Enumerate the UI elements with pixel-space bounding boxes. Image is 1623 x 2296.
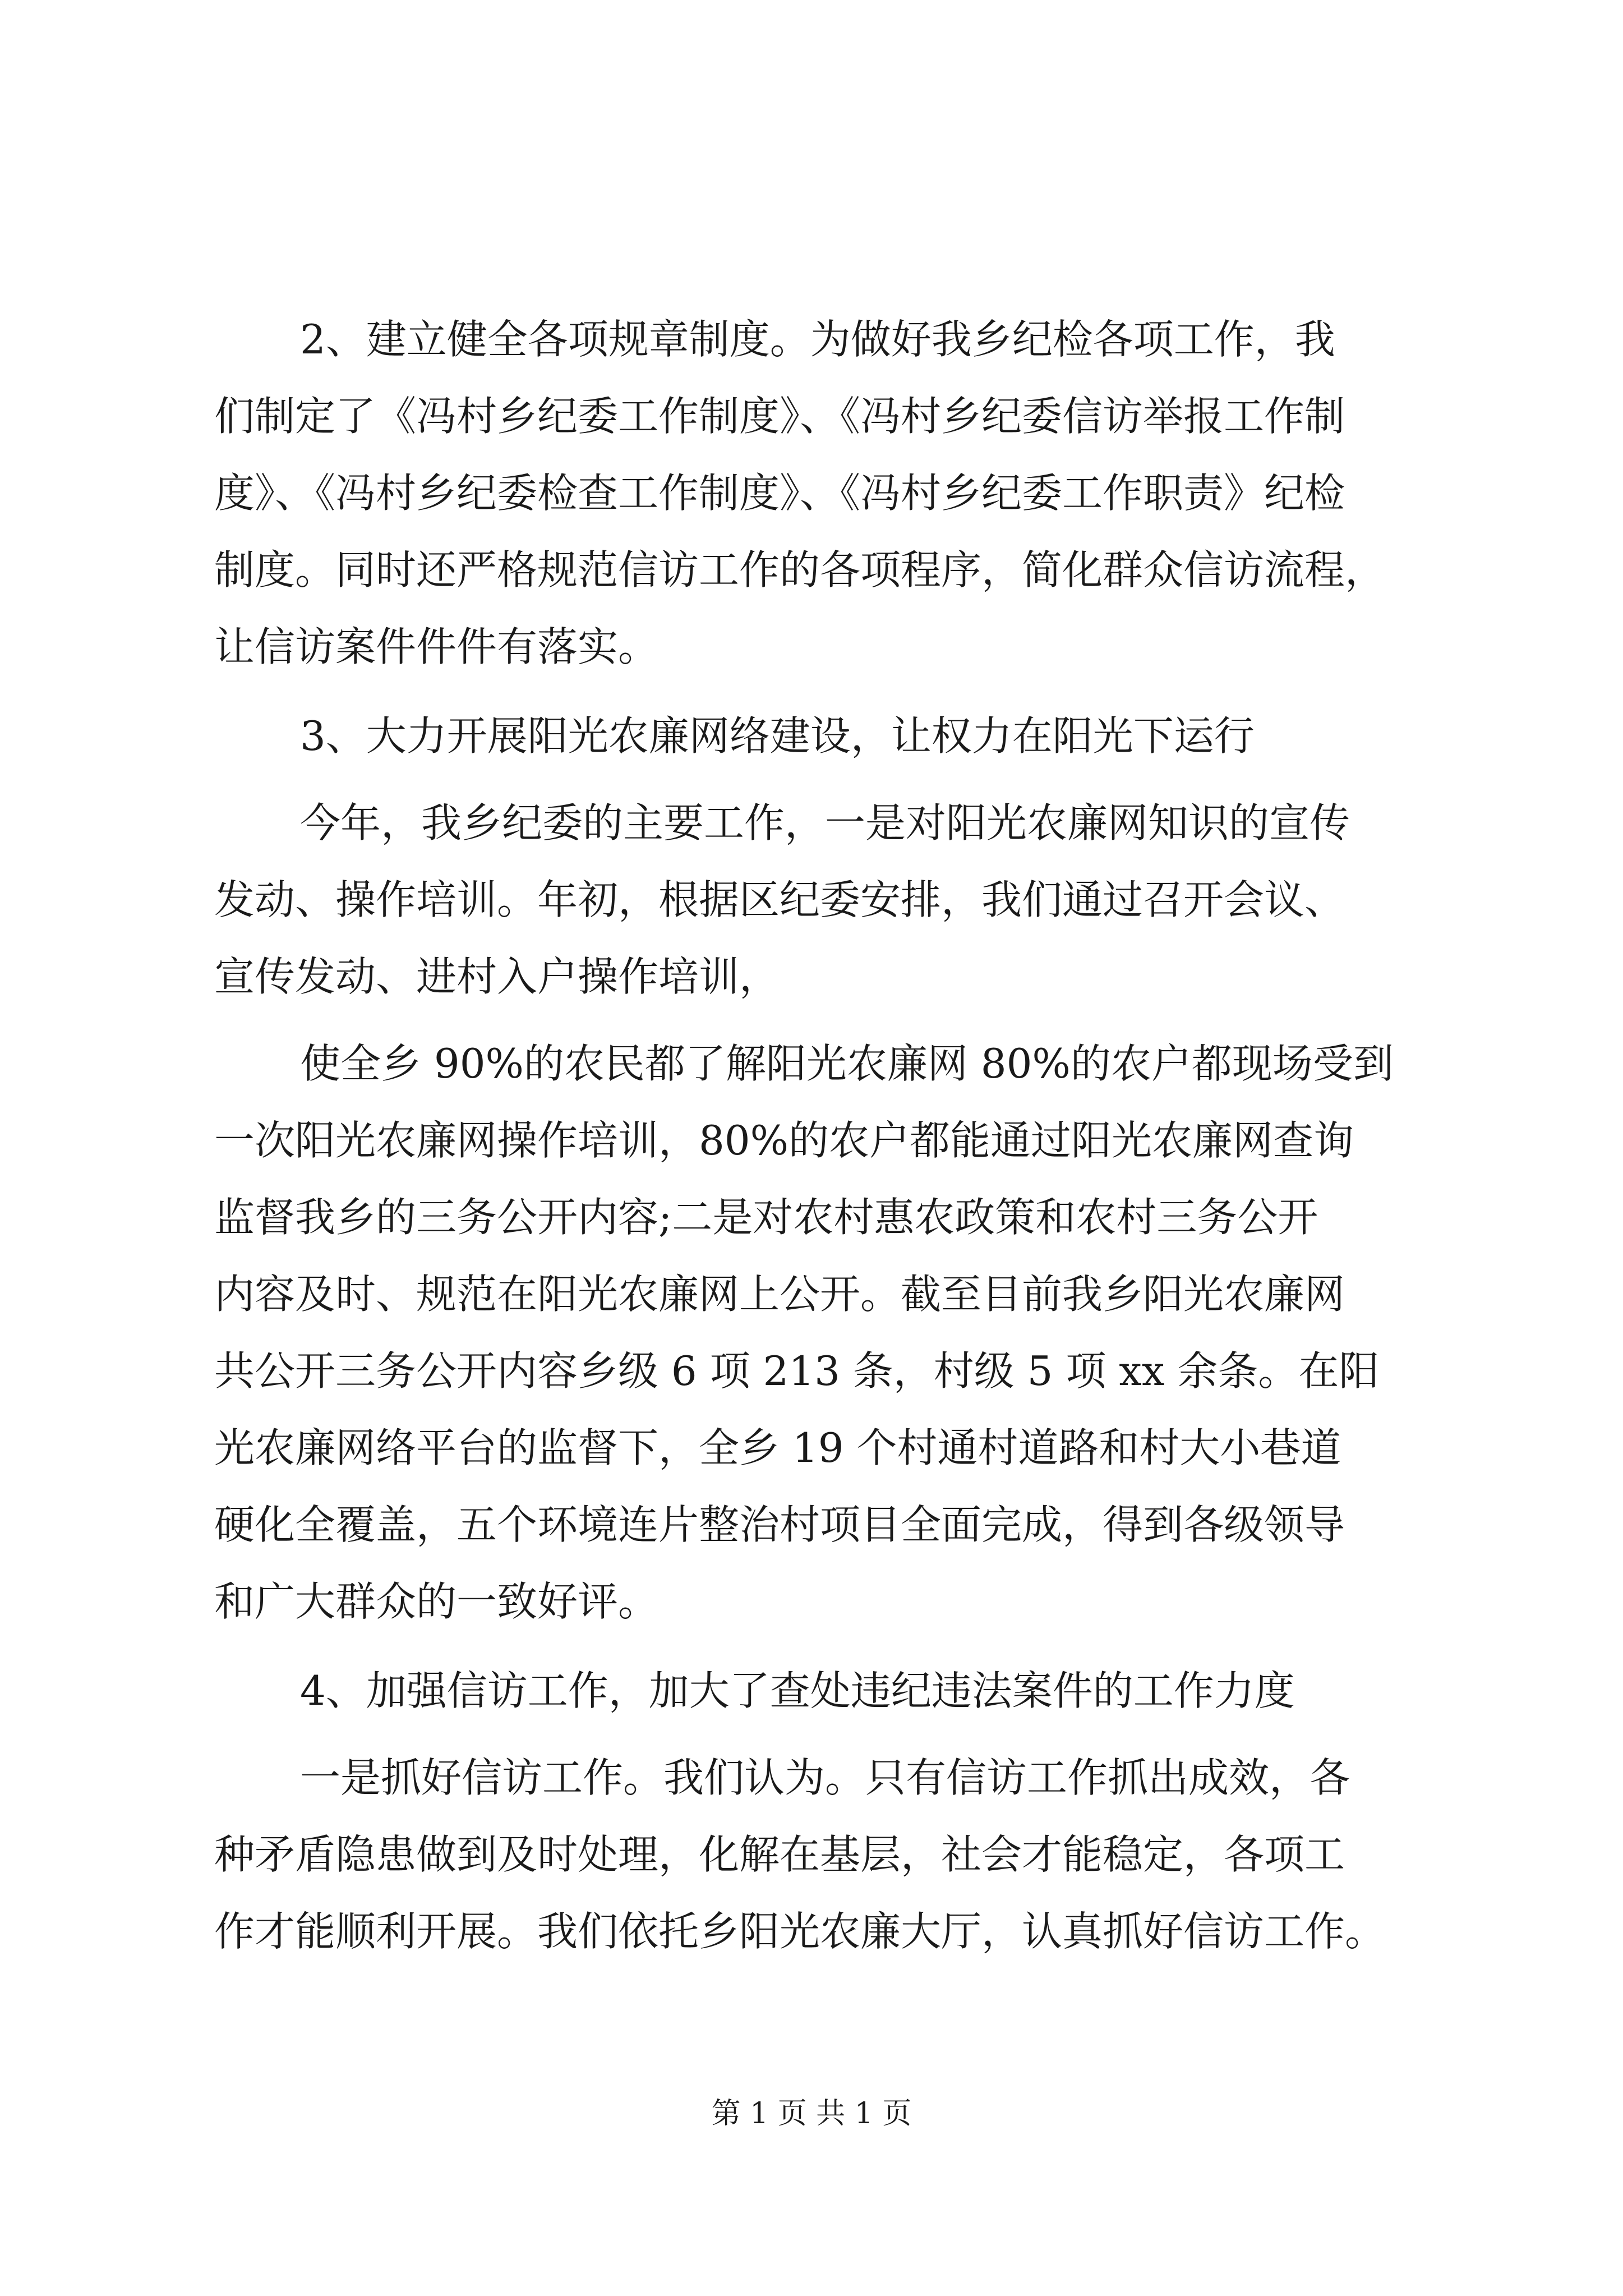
paragraph-line: 一是抓好信访工作。我们认为。只有信访工作抓出成效，各 (300, 1754, 1350, 1801)
paragraph-line: 宣传发动、进村入户操作培训， (214, 953, 780, 1000)
paragraph-line: 2、建立健全各项规章制度。为做好我乡纪检各项工作，我 (300, 316, 1335, 363)
paragraph-line: 光农廉网络平台的监督下，全乡 19 个村通村道路和村大小巷道 (214, 1424, 1341, 1471)
paragraph-line: 度》、《冯村乡纪委检查工作制度》、《冯村乡纪委工作职责》纪检 (214, 470, 1345, 517)
paragraph-line: 们制定了《冯村乡纪委工作制度》、《冯村乡纪委信访举报工作制 (214, 393, 1345, 440)
paragraph-line: 使全乡 90%的农民都了解阳光农廉网 80%的农户都现场受到 (300, 1040, 1394, 1087)
paragraph-line: 今年，我乡纪委的主要工作，一是对阳光农廉网知识的宣传 (300, 799, 1350, 846)
paragraph-line: 内容及时、规范在阳光农廉网上公开。截至目前我乡阳光农廉网 (214, 1271, 1345, 1318)
paragraph-line: 让信访案件件件有落实。 (214, 623, 659, 670)
paragraph-line: 和广大群众的一致好评。 (214, 1578, 659, 1625)
section-heading: 3、大力开展阳光农廉网络建设，让权力在阳光下运行 (300, 712, 1255, 760)
paragraph-line: 一次阳光农廉网操作培训，80%的农户都能通过阳光农廉网查询 (214, 1117, 1354, 1164)
paragraph-line: 发动、操作培训。年初，根据区纪委安排，我们通过召开会议、 (214, 876, 1345, 923)
paragraph-line: 监督我乡的三务公开内容;二是对农村惠农政策和农村三务公开 (214, 1194, 1318, 1241)
paragraph-line: 硬化全覆盖，五个环境连片整治村项目全面完成，得到各级领导 (214, 1501, 1345, 1548)
section-heading: 4、加强信访工作，加大了查处违纪违法案件的工作力度 (300, 1667, 1295, 1714)
paragraph-line: 种矛盾隐患做到及时处理，化解在基层，社会才能稳定，各项工 (214, 1831, 1345, 1878)
page-footer: 第 1 页 共 1 页 (711, 2097, 912, 2131)
paragraph-line: 制度。同时还严格规范信访工作的各项程序，简化群众信访流程， (214, 546, 1386, 593)
paragraph-line: 作才能顺利开展。我们依托乡阳光农廉大厅，认真抓好信访工作。 (214, 1908, 1386, 1955)
paragraph-line: 共公开三务公开内容乡级 6 项 213 条，村级 5 项 xx 余条。在阳 (214, 1347, 1380, 1395)
